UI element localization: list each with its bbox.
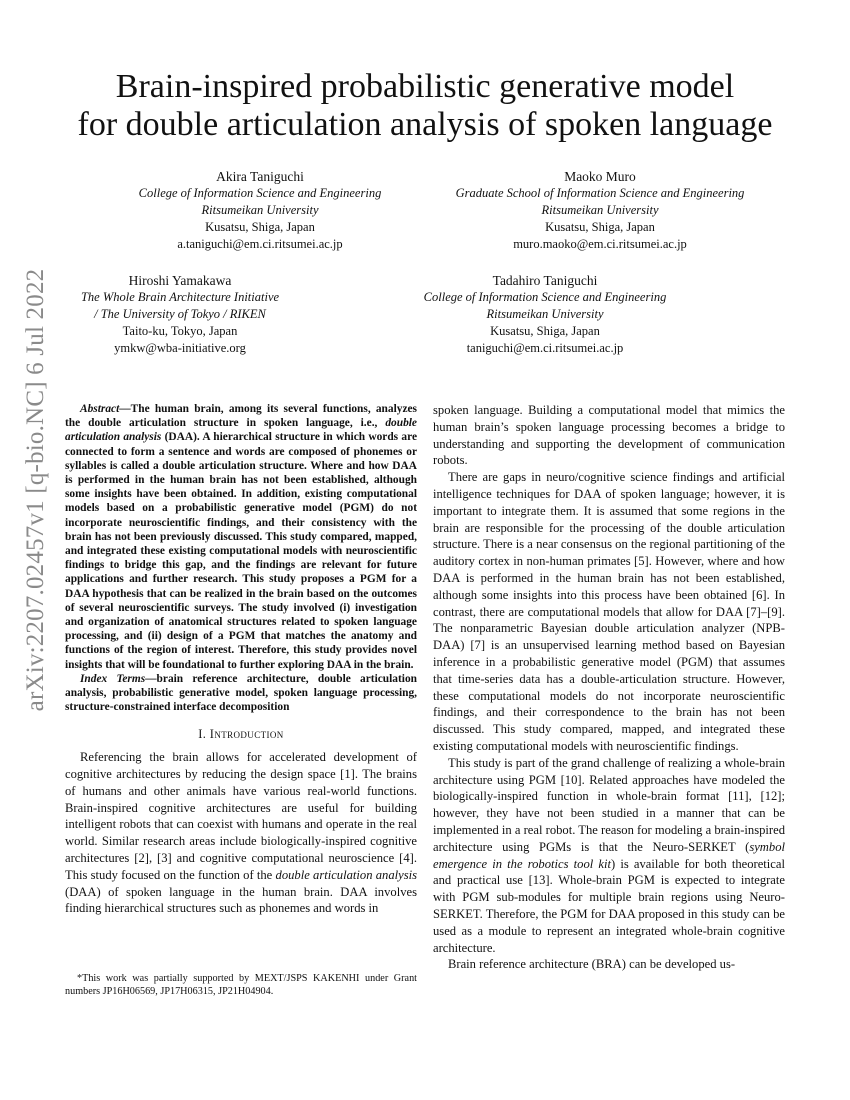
abstract-label: Abstract [80,403,120,415]
author-location: Kusatsu, Shiga, Japan [205,220,315,234]
intro-p1-text-b: (DAA) of spoken language in the human brain. DAA involves finding hierarchical structures such as phonemes and words in [65,884,417,916]
index-terms-text: —brain reference architecture, double articulation analysis, probabilistic generative model, spoken language processing, structure-constrained interface decomposition [65,672,417,714]
author-name: Hiroshi Yamakawa [128,273,232,288]
author-email[interactable]: ymkw@wba-initiative.org [114,341,246,355]
right-column [433,402,785,973]
author-affiliation [440,185,760,219]
author-affiliation [395,289,695,323]
intro-paragraph-4: Brain reference architecture (BRA) can be developed us- [448,957,736,972]
intro-p1-italic: double articulation analysis [275,867,418,882]
intro-p3-text-a: This study is part of the grand challenge of realizing a whole-brain architecture using PGM [10]. Related approaches have modeled the biologically-inspired function in whole-brain format [11], [12]; however, they have not been studied in a manner that can be implemented in a real robot. The reason for modeling a brain-inspired architecture using PGMs is that the Neuro-SERKET ( [433,755,785,854]
author-email[interactable]: muro.maoko@em.ci.ritsumei.ac.jp [513,237,687,251]
affiliation-line: College of Information Science and Engineering [423,290,667,304]
intro-p1-text-a: Referencing the brain allows for accelerated development of cognitive architectures by reducing the design space [1]. The brains of humans and other animals have various real-world functions. Brain-inspired cognitive architectures are useful for building intelligent robots that can coexist with humans and operate in the real world. Similar research areas include biologically-inspired cognitive architectures [2], [3] and cognitive computational neuroscience [4]. This study focused on the function of the [65,750,417,882]
arxiv-identifier: arXiv:2207.02457v1 [q-bio.NC] 6 Jul 2022 [22,268,49,712]
abstract-italic-term: double articulation analysis [65,417,417,444]
author-location: Taito-ku, Tokyo, Japan [122,324,238,338]
intro-paragraph-1 [65,749,417,917]
left-column [65,402,417,917]
intro-p3-text-b: ) is available for both theoretical and practical use [13]. Whole-brain PGM is expected to integrate with PGM sub-modules for multiple brain regions using Neuro-SERKET. Therefore, the PGM for DAA proposed in this study can be used as a module to represent an integrated whole-brain cognitive architecture. [433,856,785,955]
index-terms [65,672,417,715]
section-heading-introduction: I. Introduction [198,727,284,742]
intro-p3-italic: symbol emergence in the robotics tool kit [433,839,785,871]
intro-paragraph-1-continued: spoken language. Building a computational model that mimics the human brain’s spoken language processing becomes a bridge to understanding and supporting the development of communication robots. [433,403,785,468]
author-name: Tadahiro Taniguchi [492,273,598,288]
abstract-text-b: (DAA). A hierarchical structure in which words are connected to form a sentence and words are composed of phonemes or syllables is called a double articulation structure. Where and how DAA is performed in the human brain has not been established, although some insights have been obtained. In addition, existing computational models based on a probabilistic generative model (PGM) do not incorporate neuroscientific findings, and their consistency with the brain has not been previously discussed. This study compared, mapped, and integrated these existing computational models with neuroscientific findings to bridge this gap, and the findings are relevant for future applications and further research. This study proposes a PGM for a DAA hypothesis that can be realized in the brain based on the outcomes of several neuroscientific surveys. The study involved (i) investigation and organization of anatomical structures related to spoken language processing, and (ii) design of a PGM that matches the anatomy and functions of the region of interest. Therefore, this study provides novel insights that will be foundational to further exploring DAA in the brain. [65,431,417,671]
affiliation-line: The Whole Brain Architecture Initiative [80,290,280,304]
affiliation-line: Ritsumeikan University [541,203,659,217]
author-block-1 [100,168,420,253]
author-location: Kusatsu, Shiga, Japan [490,324,600,338]
paper-title-line-2: for double articulation analysis of spoken language [77,106,773,143]
footnote: *This work was partially supported by MEXT/JSPS KAKENHI under Grant numbers JP16H06569, JP17H06315, JP21H04904. [65,973,417,997]
affiliation-line: College of Information Science and Engineering [138,186,382,200]
author-name: Maoko Muro [564,169,636,184]
author-email[interactable]: taniguchi@em.ci.ritsumei.ac.jp [466,341,624,355]
intro-paragraph-2: There are gaps in neuro/cognitive science findings and artificial intelligence techniques for DAA of spoken language; however, it is important to integrate them. It is assumed that some regions in the brain are responsible for the processing of the double articulation structure. There is a near consensus on the regional partitioning of the auditory cortex in non-human primates [5]. However, where and how DAA is performed in the human brain has not been established, although some insights into this process have been obtained [6]. In contrast, there are computational models that allow for DAA [7]–[9]. The nonparametric Bayesian double articulation analyzer (NPB-DAA) [7] is an unsupervised learning method based on Bayesian inference in a probabilistic generative model (PGM) that assumes that time-series data has a double-articulation structure. However, these computational models do not incorporate neuroscientific findings, and their correspondence to the brain has not been discussed. This study compared, mapped, and integrated these existing computational models with neuroscientific findings. [433,470,785,753]
author-name: Akira Taniguchi [216,169,304,184]
affiliation-line: / The University of Tokyo / RIKEN [94,307,266,321]
author-affiliation [100,185,420,219]
intro-paragraph-3 [433,755,785,957]
affiliation-line: Ritsumeikan University [486,307,604,321]
affiliation-line: Ritsumeikan University [201,203,319,217]
abstract [65,402,417,672]
author-block-3 [55,272,305,357]
author-block-4 [395,272,695,357]
affiliation-line: Graduate School of Information Science and Engineering [455,186,745,200]
author-block-2 [440,168,760,253]
author-email[interactable]: a.taniguchi@em.ci.ritsumei.ac.jp [177,237,343,251]
abstract-text-a: —The human brain, among its several functions, analyzes the double articulation structure in spoken language, i.e., [65,403,417,430]
author-affiliation [55,289,305,323]
paper-title [60,68,790,144]
author-location: Kusatsu, Shiga, Japan [545,220,655,234]
paper-title-line-1: Brain-inspired probabilistic generative model [115,68,735,105]
index-terms-label: Index Terms [80,672,146,685]
